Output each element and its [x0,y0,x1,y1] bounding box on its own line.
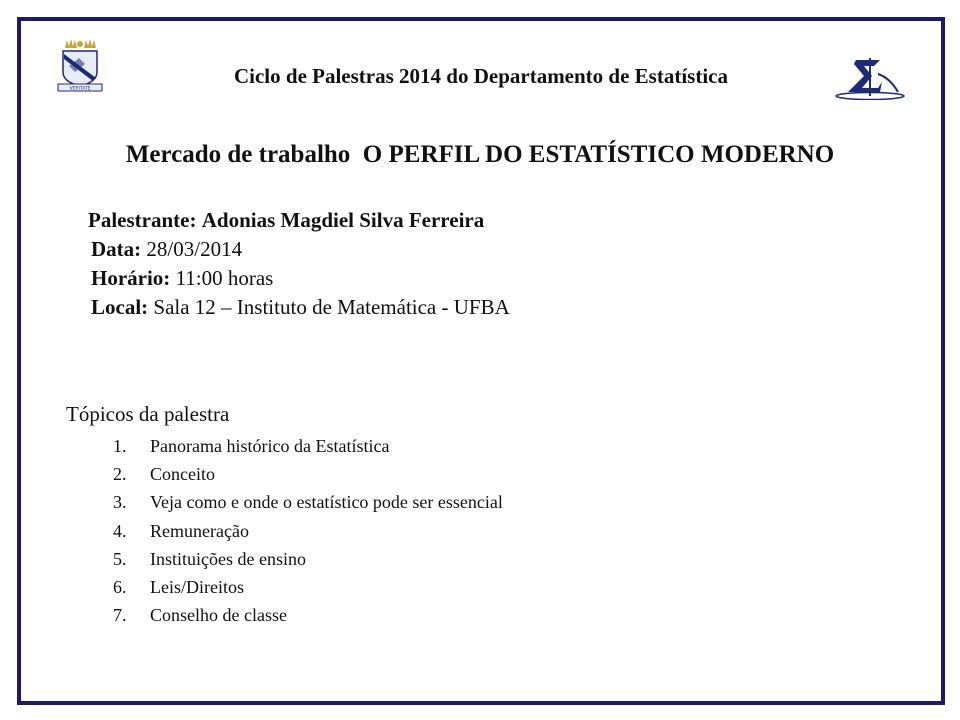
list-item-number: 3. [113,492,127,513]
header-title: Ciclo de Palestras 2014 do Departamento de Estatística [233,64,728,88]
list-item-number: 5. [113,548,127,569]
list-item-number: 7. [113,605,127,626]
talk-title: Mercado de trabalho O PERFIL DO ESTATÍSTICO MODERNO [125,141,835,168]
topics-heading: Tópicos da palestra [66,402,230,426]
place-row [91,293,510,322]
list-item [113,601,503,629]
statistics-department-logo-icon [834,56,906,100]
date-label: Data: [91,237,142,261]
list-item [113,488,503,516]
date-row [91,235,510,264]
date-value: 28/03/2014 [146,237,243,261]
place-label: Local: [91,295,149,319]
crest-motto: VERITATE [69,86,91,92]
list-item-text: Veja como e onde o estatístico pode ser essencial [150,492,503,513]
list-item-text: Conceito [150,464,215,485]
list-item-number: 1. [113,436,127,456]
list-item [113,460,503,488]
list-item [113,432,503,460]
list-item-number: 4. [113,520,127,541]
list-item-text: Panorama histórico da Estatística [150,436,390,456]
list-item [113,573,503,601]
place-value: Sala 12 – Instituto de Matemática - UFBA [153,295,510,319]
speaker-name: Adonias Magdiel Silva Ferreira [201,208,485,232]
time-row [91,264,510,293]
list-item-text: Instituições de ensino [150,548,306,569]
topics-list [113,432,503,629]
time-label: Horário: [91,266,171,290]
speaker-label: Palestrante: [88,208,197,232]
list-item [113,517,503,545]
list-item-text: Remuneração [150,520,249,541]
time-value: 11:00 horas [175,266,274,290]
list-item-text: Leis/Direitos [150,576,244,597]
list-item-number: 6. [113,576,127,597]
list-item-text: Conselho de classe [150,605,287,626]
list-item-number: 2. [113,464,127,485]
speaker-row [88,206,510,235]
talk-info [88,206,510,322]
list-item [113,545,503,573]
